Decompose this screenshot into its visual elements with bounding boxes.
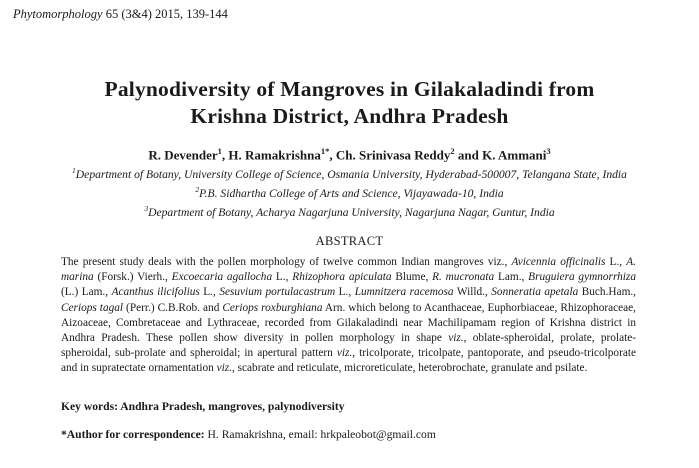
abstract-italic-term: viz. [336,347,353,360]
affiliation-item [0,201,699,220]
abstract-text-run: Lam., [494,271,529,284]
author-name: Ch. Srinivasa Reddy [335,147,451,163]
abstract-italic-term: A. marina [61,256,637,284]
affiliation-item [0,163,699,182]
affiliation-mark: 3 [144,203,149,213]
paper-title-line-2: Krishna District, Andhra Pradesh [190,104,509,128]
keywords-label: Key words: [61,400,118,413]
affiliation-list [0,163,699,220]
abstract-text-run: Arn. which belong to Acanthaceae, Euphorbiaceae, Rhizophoraceae, Aizoaceae, Combretaceae and Lythraceae, recorded from Gilakaladindi near Machilipamam region of Krishna district in Andhra Pradesh. These pollen show diversity in pollen morphology in shape [61,301,636,345]
abstract-italic-term: Excoecaria agallocha [171,271,273,284]
abstract-italic-term: Bruguiera gymnorrhiza [528,271,636,284]
author-separator: , [329,147,336,163]
abstract-italic-term: Rhizophora apiculata [292,271,392,284]
paper-title-line-1: Palynodiversity of Mangroves in Gilakaladindi from [104,77,595,101]
keywords-line [61,400,345,413]
abstract-text-run: , oblate-spheroidal, prolate, prolate-spheroidal, sub-prolate and spheroidal; in apertural pattern [61,332,636,360]
abstract-italic-term: Ceriops roxburghiana [222,301,323,314]
abstract-text-run: Willd., [453,286,492,299]
abstract-italic-term: Sonneratia apetala [491,286,579,299]
author-affiliation-mark: 1 [217,146,222,156]
abstract-text-run: , scabrate and reticulate, microreticulate, heterobrochate, granulate and psilate. [231,362,588,375]
author-name: R. Devender [148,147,218,163]
author-affiliation-mark: 1* [320,146,330,156]
abstract-text-run: Buch.Ham., [578,286,636,299]
author-separator: , [221,147,229,163]
paper-title [0,76,699,130]
abstract-text-run: (L.) Lam., [61,286,112,299]
abstract-italic-term: Ceriops tagal [61,301,124,314]
author-separator: and [454,147,483,163]
abstract-text-run: , tricolporate, tricolpate, pantoporate, and pseudo-tricolporate and in supratectate ornamentation [61,347,636,375]
affiliation-text: Department of Botany, University College of Science, Osmania University, Hyderabad-500007, Telangana State, India [75,167,627,181]
correspondence-label: *Author for correspondence: [61,428,205,441]
author-affiliation-mark: 3 [546,146,551,156]
correspondence-line [61,428,436,441]
abstract-body [61,255,636,377]
abstract-text-run: The present study deals with the pollen morphology of twelve common Indian mangroves viz., [61,256,512,268]
affiliation-text: P.B. Sidhartha College of Arts and Science, Vijayawada-10, India [199,186,504,200]
abstract-italic-term: Acanthus ilicifolius [111,286,200,299]
abstract-text-run: L., [272,271,293,284]
author-name: H. Ramakrishna [228,147,321,163]
abstract-italic-term: Lumnitzera racemosa [354,286,454,299]
abstract-italic-term: Avicennia officinalis [511,256,606,268]
affiliation-text: Department of Botany, Acharya Nagarjuna University, Nagarjuna Nagar, Guntur, India [148,205,555,219]
abstract-italic-term: R. mucronata [432,271,495,284]
abstract-text-run: L., [335,286,355,299]
affiliation-mark: 1 [72,166,76,175]
journal-volume-issue: 65 (3&4) 2015, 139-144 [105,7,228,21]
correspondence-text: H. Ramakrishna, email: hrkpaleobot@gmail.com [207,428,436,441]
abstract-text-run: L., [199,286,220,299]
author-affiliation-mark: 2 [450,146,455,156]
abstract-text-run: Blume, [391,271,433,284]
author-name: K. Ammani [482,147,547,163]
abstract-italic-term: viz. [448,332,464,345]
keywords-text: Andhra Pradesh, mangroves, palynodiversity [120,400,345,413]
abstract-italic-term: Sesuvium portulacastrum [219,286,336,299]
journal-name: Phytomorphology [13,7,103,21]
affiliation-mark: 2 [195,184,200,194]
abstract-text-run: L., [605,256,627,268]
abstract-italic-term: viz. [216,362,232,375]
author-list [0,146,699,163]
abstract-text-run: (Forsk.) Vierh., [93,271,172,284]
affiliation-item [0,182,699,201]
abstract-heading: ABSTRACT [315,234,384,248]
abstract-text-run: (Perr.) C.B.Rob. and [123,301,223,314]
journal-citation [13,7,228,22]
